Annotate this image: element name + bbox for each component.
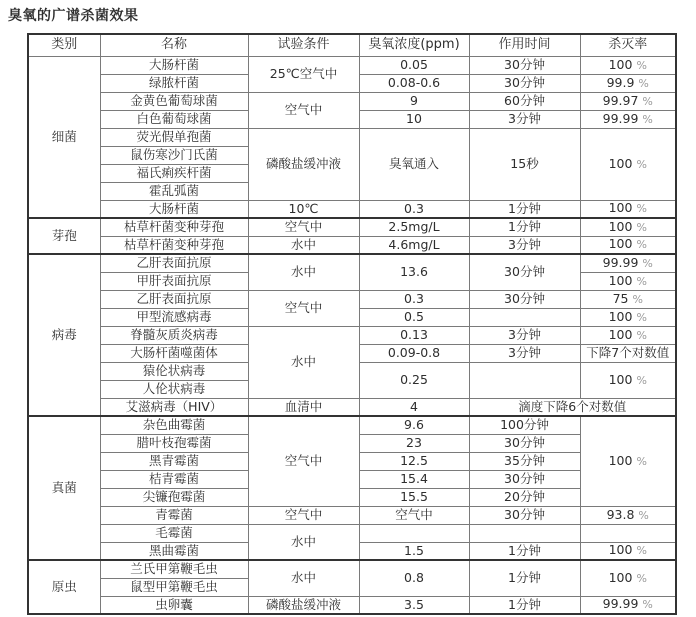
value-cell: 100 %	[580, 416, 676, 506]
percent-sign: %	[636, 157, 647, 171]
value-cell: 0.5	[359, 308, 469, 326]
value-cell: 99.99 %	[580, 254, 676, 272]
value-cell: 下降7个对数值	[580, 344, 676, 362]
header-row	[28, 34, 676, 56]
name-cell: 黑曲霉菌	[100, 542, 248, 560]
name-cell: 金黄色葡萄球菌	[100, 92, 248, 110]
value-cell: 空气中	[248, 290, 359, 326]
value-cell: 93.8 %	[580, 506, 676, 524]
percent-sign: %	[636, 310, 647, 324]
name-cell: 青霉菌	[100, 506, 248, 524]
value-cell: 空气中	[248, 218, 359, 236]
value-cell: 30分钟	[469, 74, 580, 92]
value-cell: 3分钟	[469, 110, 580, 128]
table-row	[28, 290, 676, 308]
value-cell: 0.09-0.8	[359, 344, 469, 362]
percent-sign: %	[636, 328, 647, 342]
value-cell: 100 %	[580, 128, 676, 200]
value-cell	[359, 524, 469, 542]
table-row	[28, 416, 676, 434]
value-cell: 100 %	[580, 308, 676, 326]
value-cell: 1分钟	[469, 200, 580, 218]
value-cell: 99.99 %	[580, 596, 676, 614]
value-cell: 12.5	[359, 452, 469, 470]
percent-sign: %	[638, 76, 649, 90]
value-cell: 100 %	[580, 362, 676, 398]
category-cell: 原虫	[28, 560, 100, 614]
name-cell: 白色葡萄球菌	[100, 110, 248, 128]
percent-sign: %	[636, 220, 647, 234]
value-cell: 100 %	[580, 218, 676, 236]
percent-sign: %	[638, 508, 649, 522]
name-cell: 虫卵囊	[100, 596, 248, 614]
percent-sign: %	[636, 571, 647, 585]
name-cell: 尖镰孢霉菌	[100, 488, 248, 506]
table-row	[28, 128, 676, 146]
name-cell: 乙肝表面抗原	[100, 254, 248, 272]
value-cell: 15.4	[359, 470, 469, 488]
name-cell: 乙肝表面抗原	[100, 290, 248, 308]
value-cell: 9.6	[359, 416, 469, 434]
percent-sign: %	[636, 238, 647, 252]
value-cell: 滴度下降6个对数值	[469, 398, 676, 416]
table-row	[28, 200, 676, 218]
name-cell: 猿伦状病毒	[100, 362, 248, 380]
value-cell	[580, 524, 676, 542]
percent-sign: %	[632, 292, 643, 306]
category-cell: 真菌	[28, 416, 100, 560]
value-cell: 30分钟	[469, 290, 580, 308]
value-cell: 空气中	[359, 506, 469, 524]
page-title: 臭氧的广谱杀菌效果	[8, 8, 139, 24]
name-cell: 艾滋病毒（HIV）	[100, 398, 248, 416]
value-cell: 0.08-0.6	[359, 74, 469, 92]
table-row	[28, 524, 676, 542]
percent-sign: %	[636, 58, 647, 72]
name-cell: 大肠杆菌	[100, 56, 248, 74]
column-header: 杀灭率	[580, 34, 676, 56]
table-row	[28, 596, 676, 614]
name-cell: 兰氏甲第鞭毛虫	[100, 560, 248, 578]
percent-sign: %	[642, 112, 653, 126]
value-cell: 4	[359, 398, 469, 416]
value-cell: 1分钟	[469, 596, 580, 614]
value-cell: 水中	[248, 254, 359, 290]
value-cell: 水中	[248, 236, 359, 254]
value-cell	[469, 362, 580, 398]
name-cell: 荧光假单孢菌	[100, 128, 248, 146]
value-cell: 3分钟	[469, 236, 580, 254]
name-cell: 甲型流感病毒	[100, 308, 248, 326]
value-cell: 100 %	[580, 560, 676, 596]
name-cell: 人伦状病毒	[100, 380, 248, 398]
value-cell: 空气中	[248, 506, 359, 524]
value-cell: 0.05	[359, 56, 469, 74]
name-cell: 绿脓杆菌	[100, 74, 248, 92]
value-cell: 75 %	[580, 290, 676, 308]
value-cell: 100 %	[580, 272, 676, 290]
name-cell: 桔青霉菌	[100, 470, 248, 488]
value-cell: 20分钟	[469, 488, 580, 506]
table-row	[28, 398, 676, 416]
name-cell: 甲肝表面抗原	[100, 272, 248, 290]
value-cell: 13.6	[359, 254, 469, 290]
value-cell: 4.6mg/L	[359, 236, 469, 254]
value-cell: 100 %	[580, 200, 676, 218]
value-cell: 0.8	[359, 560, 469, 596]
percent-sign: %	[642, 256, 653, 270]
value-cell: 0.3	[359, 290, 469, 308]
value-cell: 空气中	[248, 92, 359, 128]
table-row	[28, 92, 676, 110]
column-header: 试验条件	[248, 34, 359, 56]
name-cell: 脊髓灰质炎病毒	[100, 326, 248, 344]
column-header: 类别	[28, 34, 100, 56]
value-cell: 3分钟	[469, 344, 580, 362]
value-cell: 水中	[248, 524, 359, 560]
table-row	[28, 56, 676, 74]
value-cell: 臭氧通入	[359, 128, 469, 200]
value-cell: 30分钟	[469, 434, 580, 452]
table-row	[28, 254, 676, 272]
percent-sign: %	[636, 274, 647, 288]
value-cell: 23	[359, 434, 469, 452]
value-cell: 磷酸盐缓冲液	[248, 128, 359, 200]
value-cell: 25℃空气中	[248, 56, 359, 92]
value-cell: 0.25	[359, 362, 469, 398]
table-row	[28, 236, 676, 254]
value-cell: 10	[359, 110, 469, 128]
percent-sign: %	[642, 94, 653, 108]
percent-sign: %	[636, 202, 647, 216]
value-cell: 15.5	[359, 488, 469, 506]
name-cell: 大肠杆菌	[100, 200, 248, 218]
value-cell: 2.5mg/L	[359, 218, 469, 236]
value-cell: 99.9 %	[580, 74, 676, 92]
value-cell: 血清中	[248, 398, 359, 416]
value-cell: 30分钟	[469, 470, 580, 488]
value-cell: 空气中	[248, 416, 359, 506]
table-body	[28, 56, 676, 614]
value-cell: 水中	[248, 560, 359, 596]
name-cell: 黑青霉菌	[100, 452, 248, 470]
value-cell: 60分钟	[469, 92, 580, 110]
category-cell: 芽孢	[28, 218, 100, 254]
category-cell: 病毒	[28, 254, 100, 416]
value-cell: 1.5	[359, 542, 469, 560]
name-cell: 腊叶枝孢霉菌	[100, 434, 248, 452]
table-row	[28, 560, 676, 578]
value-cell: 30分钟	[469, 56, 580, 74]
percent-sign: %	[636, 544, 647, 558]
value-cell: 磷酸盐缓冲液	[248, 596, 359, 614]
value-cell: 30分钟	[469, 254, 580, 290]
value-cell	[469, 524, 580, 542]
percent-sign: %	[636, 454, 647, 468]
value-cell	[469, 308, 580, 326]
table-row	[28, 326, 676, 344]
table-row	[28, 506, 676, 524]
name-cell: 福氏痢疾杆菌	[100, 164, 248, 182]
value-cell: 100 %	[580, 326, 676, 344]
value-cell: 99.97 %	[580, 92, 676, 110]
value-cell: 15秒	[469, 128, 580, 200]
value-cell: 水中	[248, 326, 359, 398]
value-cell: 99.99 %	[580, 110, 676, 128]
ozone-sterilization-table	[27, 33, 677, 615]
name-cell: 枯草杆菌变种芽孢	[100, 218, 248, 236]
column-header: 臭氧浓度(ppm)	[359, 34, 469, 56]
name-cell: 鼠型甲第鞭毛虫	[100, 578, 248, 596]
value-cell: 1分钟	[469, 218, 580, 236]
name-cell: 杂色曲霉菌	[100, 416, 248, 434]
value-cell: 30分钟	[469, 506, 580, 524]
value-cell: 3.5	[359, 596, 469, 614]
table-row	[28, 218, 676, 236]
name-cell: 霍乱弧菌	[100, 182, 248, 200]
value-cell: 100分钟	[469, 416, 580, 434]
value-cell: 1分钟	[469, 542, 580, 560]
percent-sign: %	[642, 598, 653, 612]
value-cell: 0.13	[359, 326, 469, 344]
name-cell: 枯草杆菌变种芽孢	[100, 236, 248, 254]
value-cell: 9	[359, 92, 469, 110]
name-cell: 大肠杆菌噬菌体	[100, 344, 248, 362]
column-header: 作用时间	[469, 34, 580, 56]
category-cell: 细菌	[28, 56, 100, 218]
value-cell: 100 %	[580, 542, 676, 560]
table-header	[28, 34, 676, 56]
value-cell: 100 %	[580, 236, 676, 254]
value-cell: 100 %	[580, 56, 676, 74]
value-cell: 0.3	[359, 200, 469, 218]
value-cell: 10℃	[248, 200, 359, 218]
name-cell: 鼠伤寒沙门氏菌	[100, 146, 248, 164]
value-cell: 35分钟	[469, 452, 580, 470]
percent-sign: %	[636, 373, 647, 387]
name-cell: 毛霉菌	[100, 524, 248, 542]
value-cell: 3分钟	[469, 326, 580, 344]
value-cell: 1分钟	[469, 560, 580, 596]
column-header: 名称	[100, 34, 248, 56]
